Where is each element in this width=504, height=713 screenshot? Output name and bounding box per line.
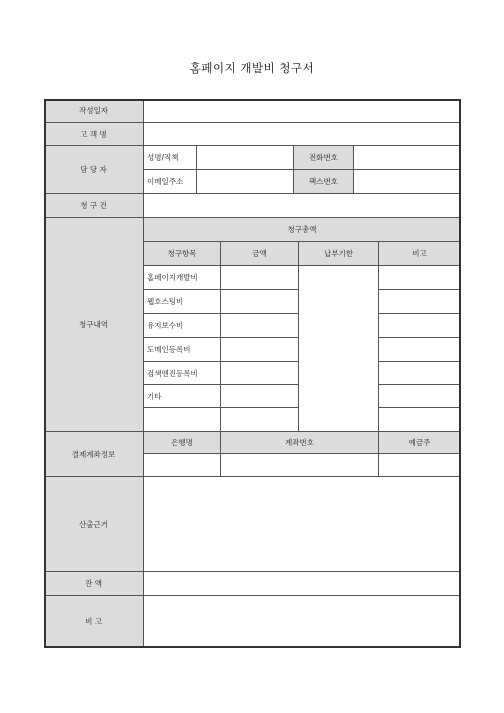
claim-total-header: 청구총액 — [144, 218, 461, 242]
remarks-field[interactable] — [379, 266, 461, 290]
amount-field[interactable] — [221, 385, 299, 408]
due-date-field[interactable] — [299, 266, 379, 432]
bank-name-field[interactable] — [144, 454, 221, 477]
client-field[interactable] — [144, 123, 461, 146]
remarks-field[interactable] — [379, 338, 461, 362]
amount-field[interactable] — [221, 408, 299, 432]
balance-field[interactable] — [144, 572, 461, 596]
form-title: 홈페이지 개발비 청구서 — [189, 61, 315, 75]
account-number-field[interactable] — [221, 454, 379, 477]
name-title-field[interactable] — [197, 146, 294, 170]
label-claim-details: 청구내역 — [44, 218, 144, 432]
claim-item-label — [144, 408, 221, 432]
header-due-date: 납부기한 — [299, 242, 379, 266]
calc-basis-field[interactable] — [144, 477, 461, 572]
remarks-field[interactable] — [379, 408, 461, 432]
label-payment-account: 결제계좌정보 — [44, 432, 144, 477]
header-account-number: 계좌번호 — [221, 432, 379, 454]
claim-item-label: 홈페이지개발비 — [144, 266, 221, 290]
claim-item-label: 웹호스팅비 — [144, 290, 221, 314]
amount-field[interactable] — [221, 290, 299, 314]
label-claim-case: 청 구 건 — [44, 194, 144, 218]
claim-case-field[interactable] — [144, 194, 461, 218]
label-client: 고 객 명 — [44, 123, 144, 146]
amount-field[interactable] — [221, 362, 299, 385]
label-remarks: 비 고 — [44, 596, 144, 648]
label-date: 작성일자 — [44, 99, 144, 123]
label-phone: 전화번호 — [294, 146, 354, 170]
amount-field[interactable] — [221, 266, 299, 290]
claim-item-label: 도메인등록비 — [144, 338, 221, 362]
claim-item-label: 유지보수비 — [144, 314, 221, 338]
header-remarks: 비고 — [379, 242, 461, 266]
date-field[interactable] — [144, 99, 461, 123]
amount-field[interactable] — [221, 314, 299, 338]
claim-item-label: 기타 — [144, 385, 221, 408]
account-holder-field[interactable] — [379, 454, 461, 477]
remarks-field[interactable] — [379, 290, 461, 314]
label-email: 이메일주소 — [144, 170, 197, 194]
header-amount: 금액 — [221, 242, 299, 266]
email-field[interactable] — [197, 170, 294, 194]
claim-item-label: 검색엔진등록비 — [144, 362, 221, 385]
label-name-title: 성명/직책 — [144, 146, 197, 170]
phone-field[interactable] — [354, 146, 461, 170]
label-fax: 팩스번호 — [294, 170, 354, 194]
header-item: 청구항목 — [144, 242, 221, 266]
amount-field[interactable] — [221, 338, 299, 362]
header-account-holder: 예금주 — [379, 432, 461, 454]
header-bank-name: 은행명 — [144, 432, 221, 454]
remarks-field[interactable] — [379, 385, 461, 408]
remarks-field[interactable] — [379, 362, 461, 385]
remarks-area[interactable] — [144, 596, 461, 648]
label-balance: 잔 액 — [44, 572, 144, 596]
label-calc-basis: 산출근거 — [44, 477, 144, 572]
fax-field[interactable] — [354, 170, 461, 194]
label-manager: 담 당 자 — [44, 146, 144, 194]
remarks-field[interactable] — [379, 314, 461, 338]
